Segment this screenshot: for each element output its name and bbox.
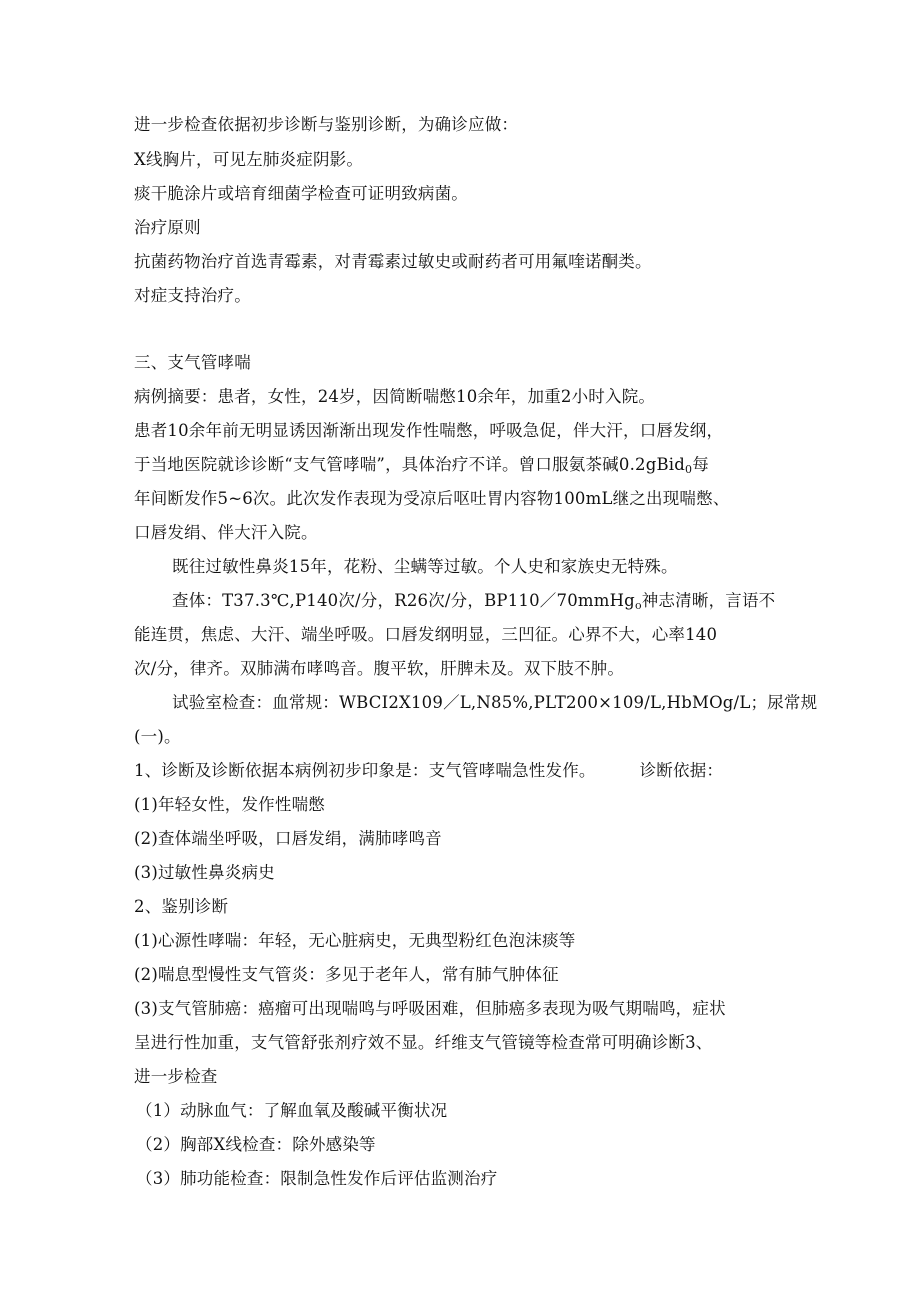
differential-3-line-1: (3)支气管肺癌：癌瘤可出现喘鸣与呼吸困难，但肺癌多表现为吸气期喘鸣，症状 <box>134 999 726 1018</box>
heading-differential: 2、鉴别诊断 <box>134 897 229 916</box>
differential-1: (1)心源性哮喘：年轻，无心脏病史，无典型粉红色泡沫痰等 <box>134 931 576 950</box>
case-abstract: 病例摘要：患者，女性，24岁，因简断喘憋10余年，加重2小时入院。 <box>134 387 656 406</box>
diagnosis-basis-label: 诊断依据： <box>639 761 724 780</box>
diagnosis-basis-1: (1)年轻女性，发作性喘憋 <box>134 795 325 814</box>
differential-2: (2)喘息型慢性支气管炎：多见于老年人，常有肺气肿体征 <box>134 965 559 984</box>
paragraph-xray: X线胸片，可见左肺炎症阴影。 <box>134 150 364 169</box>
paragraph-antibiotics: 抗菌药物治疗首选青霉素，对青霉素过敏史或耐药者可用氟喹诺酮类。 <box>134 252 652 271</box>
paragraph-supportive: 对症支持治疗。 <box>134 286 251 305</box>
exam-line-1 <box>172 589 775 618</box>
section-heading-asthma: 三、支气管哮喘 <box>134 353 251 372</box>
past-history: 既往过敏性鼻炎15年，花粉、尘螨等过敏。个人史和家族史无特殊。 <box>172 557 678 576</box>
heading-further-exam: 进一步检查 <box>134 1067 218 1086</box>
paragraph-sputum: 痰干脆涂片或培育细菌学检查可证明致病菌。 <box>134 184 468 203</box>
history-line-3: 年间断发作5~6次。此次发作表现为受凉后呕吐胃内容物100mL继之出现喘憋、 <box>134 489 730 508</box>
exam-line-1-end: 神志清晰，言语不 <box>641 591 776 610</box>
diagnosis-basis-3: (3)过敏性鼻炎病史 <box>134 863 275 882</box>
paragraph-further-exam-intro: 进一步检查依据初步诊断与鉴别诊断，为确诊应做： <box>134 115 519 134</box>
history-subscript: 0 <box>685 463 693 476</box>
further-exam-1: （1）动脉血气：了解血氧及酸碱平衡状况 <box>136 1101 448 1120</box>
lab-line-1: 试验室检查：血常规：WBCI2X109／L,N85%,PLT200×109/L,HbMOg/L；尿常规 <box>172 693 818 712</box>
exam-subscript: o <box>634 599 642 612</box>
diagnosis-basis-2: (2)查体端坐呼吸，口唇发绢，满肺哮鸣音 <box>134 829 442 848</box>
further-exam-2: （2）胸部X线检查：除外感染等 <box>136 1135 376 1154</box>
diagnosis-line <box>134 759 723 783</box>
exam-line-2: 能连贯，焦虑、大汗、端坐呼吸。口唇发纲明显，三凹征。心界不大，心率140 <box>134 625 718 644</box>
lab-line-2: (一)。 <box>134 727 181 746</box>
history-line-4: 口唇发绢、伴大汗入院。 <box>134 523 318 542</box>
heading-treatment-principle: 治疗原则 <box>134 218 201 237</box>
exam-line-3: 次/分，律齐。双肺满布哮鸣音。腹平软，肝脾未及。双下肢不肿。 <box>134 659 625 678</box>
differential-3-line-2: 呈进行性加重，支气管舒张剂疗效不显。纤维支气管镜等检查常可明确诊断3、 <box>134 1033 713 1052</box>
history-line-2-text: 于当地医院就诊诊断“支气管哮喘”，具体治疗不详。曾口服氨茶碱0.2gBid <box>134 455 686 474</box>
history-line-2 <box>134 453 709 482</box>
diagnosis-text: 1、诊断及诊断依据本病例初步印象是：支气管哮喘急性发作。 <box>134 761 596 780</box>
history-line-2-end: 每 <box>692 455 709 474</box>
history-line-1: 患者10余年前无明显诱因渐渐出现发作性喘憋，呼吸急促，伴大汗，口唇发纲， <box>134 421 724 440</box>
exam-line-1-text: 查体：T37.3℃,P140次/分，R26次/分，BP110／70mmHg <box>172 591 635 610</box>
further-exam-3: （3）肺功能检查：限制急性发作后评估监测治疗 <box>136 1169 498 1188</box>
